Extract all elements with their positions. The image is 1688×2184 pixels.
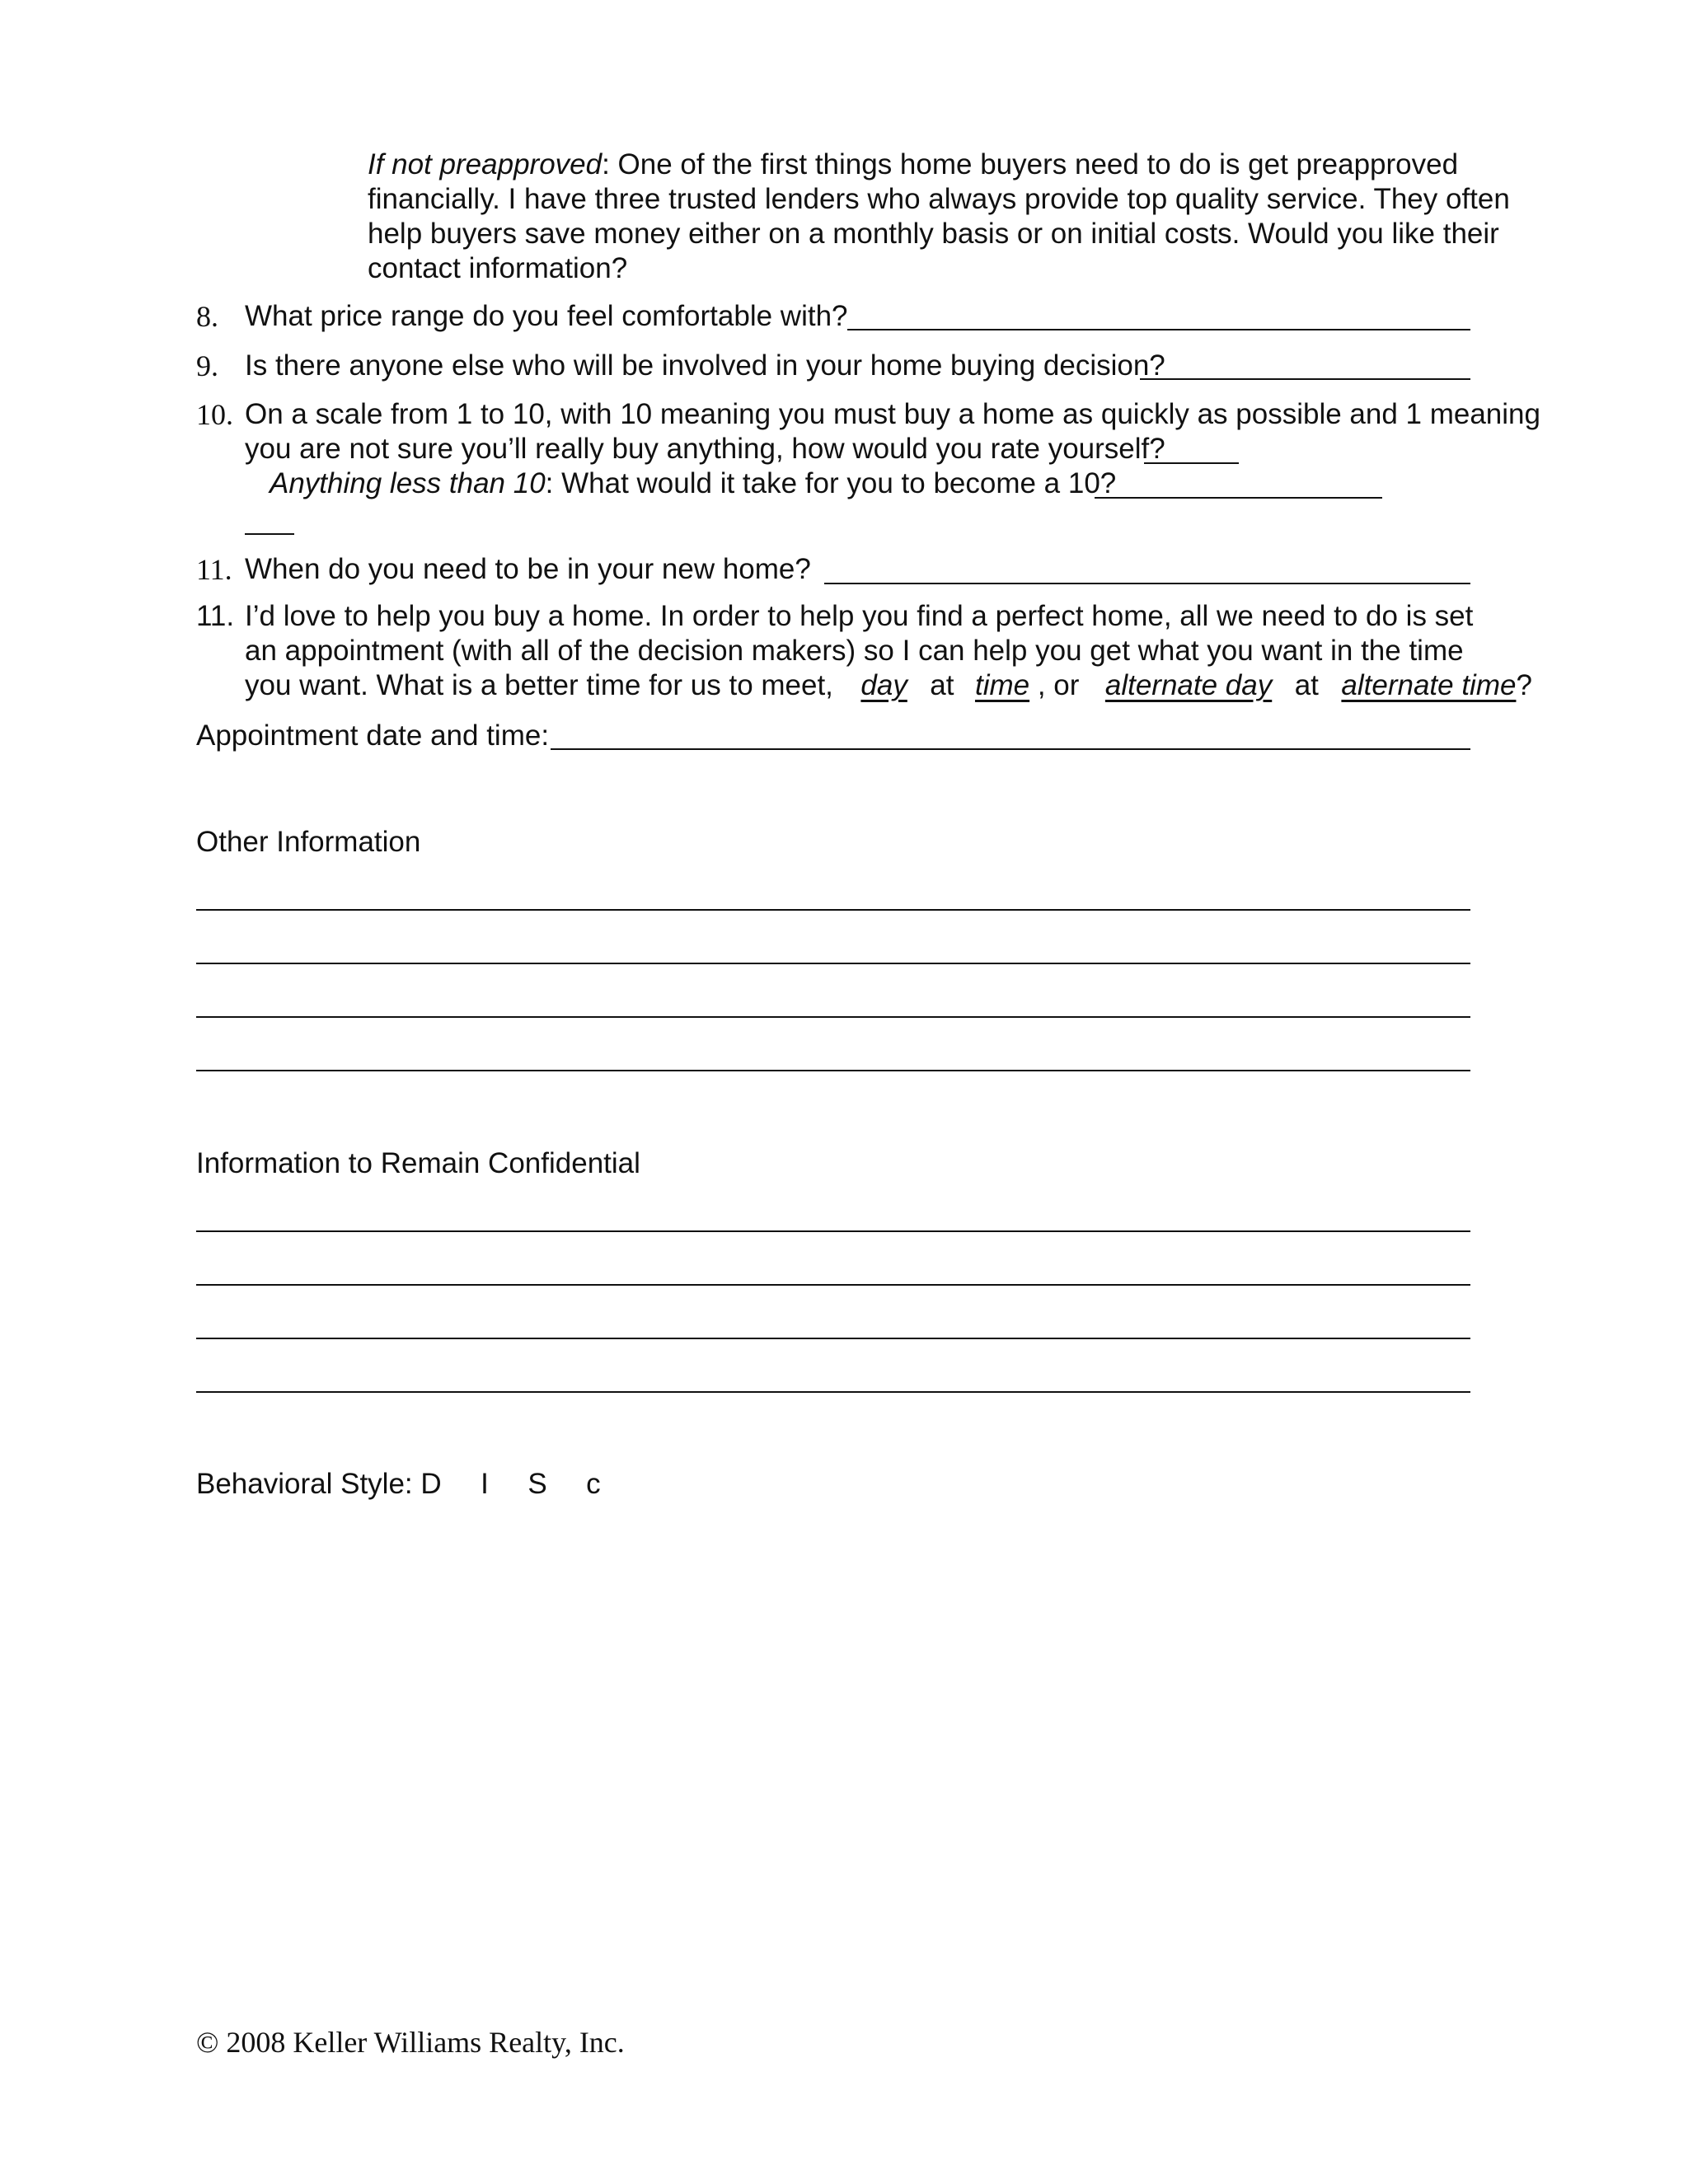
preapproval-lead: If not preapproved — [368, 148, 603, 180]
other-information-line-2[interactable] — [196, 963, 1470, 964]
question-10-line-2: you are not sure you’ll really buy anything, how would you rate yourself? — [245, 433, 1165, 465]
alternate-day-placeholder: alternate day — [1104, 669, 1273, 701]
move-in-date-field[interactable] — [824, 583, 1470, 584]
rating-field[interactable] — [1144, 462, 1239, 464]
question-10-line-1: On a scale from 1 to 10, with 10 meaning you must buy a home as quickly as possible and 1 meaning — [245, 398, 1540, 430]
behavioral-option-i[interactable]: I — [481, 1468, 489, 1500]
follow-up-text: : What would it take for you to become a 10? — [545, 467, 1117, 499]
question-8-text: What price range do you feel comfortable with? — [245, 300, 848, 332]
confidential-line-1[interactable] — [196, 1230, 1470, 1232]
preapproval-line-1 — [368, 148, 1458, 182]
question-11a-text: When do you need to be in your new home? — [245, 553, 811, 585]
preapproval-line-2: financially. I have three trusted lenders who always provide top quality service. They often — [368, 183, 1510, 215]
day-placeholder: day — [860, 669, 907, 701]
price-range-field[interactable] — [847, 329, 1470, 330]
or-word: , or — [1037, 669, 1080, 701]
question-9-text: Is there anyone else who will be involved in your home buying decision? — [245, 349, 1165, 382]
copyright-footer: © 2008 Keller Williams Realty, Inc. — [196, 2026, 625, 2059]
question-11b-number: 11. — [196, 600, 235, 632]
preapproval-line-4: contact information? — [368, 252, 628, 284]
confidential-line-2[interactable] — [196, 1284, 1470, 1286]
confidential-line-3[interactable] — [196, 1338, 1470, 1339]
appointment-field[interactable] — [551, 748, 1470, 750]
behavioral-style-label: Behavioral Style: — [196, 1468, 413, 1500]
question-11a-number: 11. — [196, 553, 232, 586]
question-8-number: 8. — [196, 300, 218, 333]
at-word-2: at — [1294, 669, 1319, 701]
question-11b-line-3 — [245, 668, 1532, 703]
behavioral-option-c[interactable]: c — [586, 1468, 601, 1500]
preapproval-line-1-text: : One of the first things home buyers need to do is get preapproved — [602, 148, 1459, 180]
decision-makers-field[interactable] — [1140, 378, 1470, 380]
behavioral-option-s[interactable]: S — [528, 1468, 547, 1500]
confidential-line-4[interactable] — [196, 1391, 1470, 1393]
question-9-number: 9. — [196, 349, 218, 382]
question-10-follow-up — [270, 466, 1116, 501]
at-word-1: at — [930, 669, 954, 701]
other-information-line-4[interactable] — [196, 1070, 1470, 1071]
preapproval-line-3: help buyers save money either on a monthly basis or on initial costs. Would you like their — [368, 218, 1499, 250]
line-3-start: you want. What is a better time for us to meet, — [245, 669, 833, 701]
other-information-heading: Other Information — [196, 826, 421, 858]
confidential-heading: Information to Remain Confidential — [196, 1147, 640, 1179]
question-10-number: 10. — [196, 398, 233, 431]
behavioral-style — [196, 1467, 601, 1502]
question-11b-line-2: an appointment (with all of the decision makers) so I can help you get what you want in the time — [245, 635, 1464, 667]
time-placeholder: time — [974, 669, 1030, 701]
other-information-line-1[interactable] — [196, 909, 1470, 911]
alternate-time-placeholder: alternate time — [1341, 669, 1517, 701]
follow-up-lead: Anything less than 10 — [270, 467, 546, 499]
appointment-label: Appointment date and time: — [196, 719, 550, 752]
become-10-field-continued[interactable] — [245, 533, 294, 535]
behavioral-option-d[interactable]: D — [420, 1468, 442, 1500]
other-information-line-3[interactable] — [196, 1016, 1470, 1018]
question-mark: ? — [1516, 669, 1532, 701]
become-10-field[interactable] — [1095, 497, 1382, 499]
question-11b-line-1: I’d love to help you buy a home. In order to help you find a perfect home, all we need to do is set — [245, 600, 1474, 632]
